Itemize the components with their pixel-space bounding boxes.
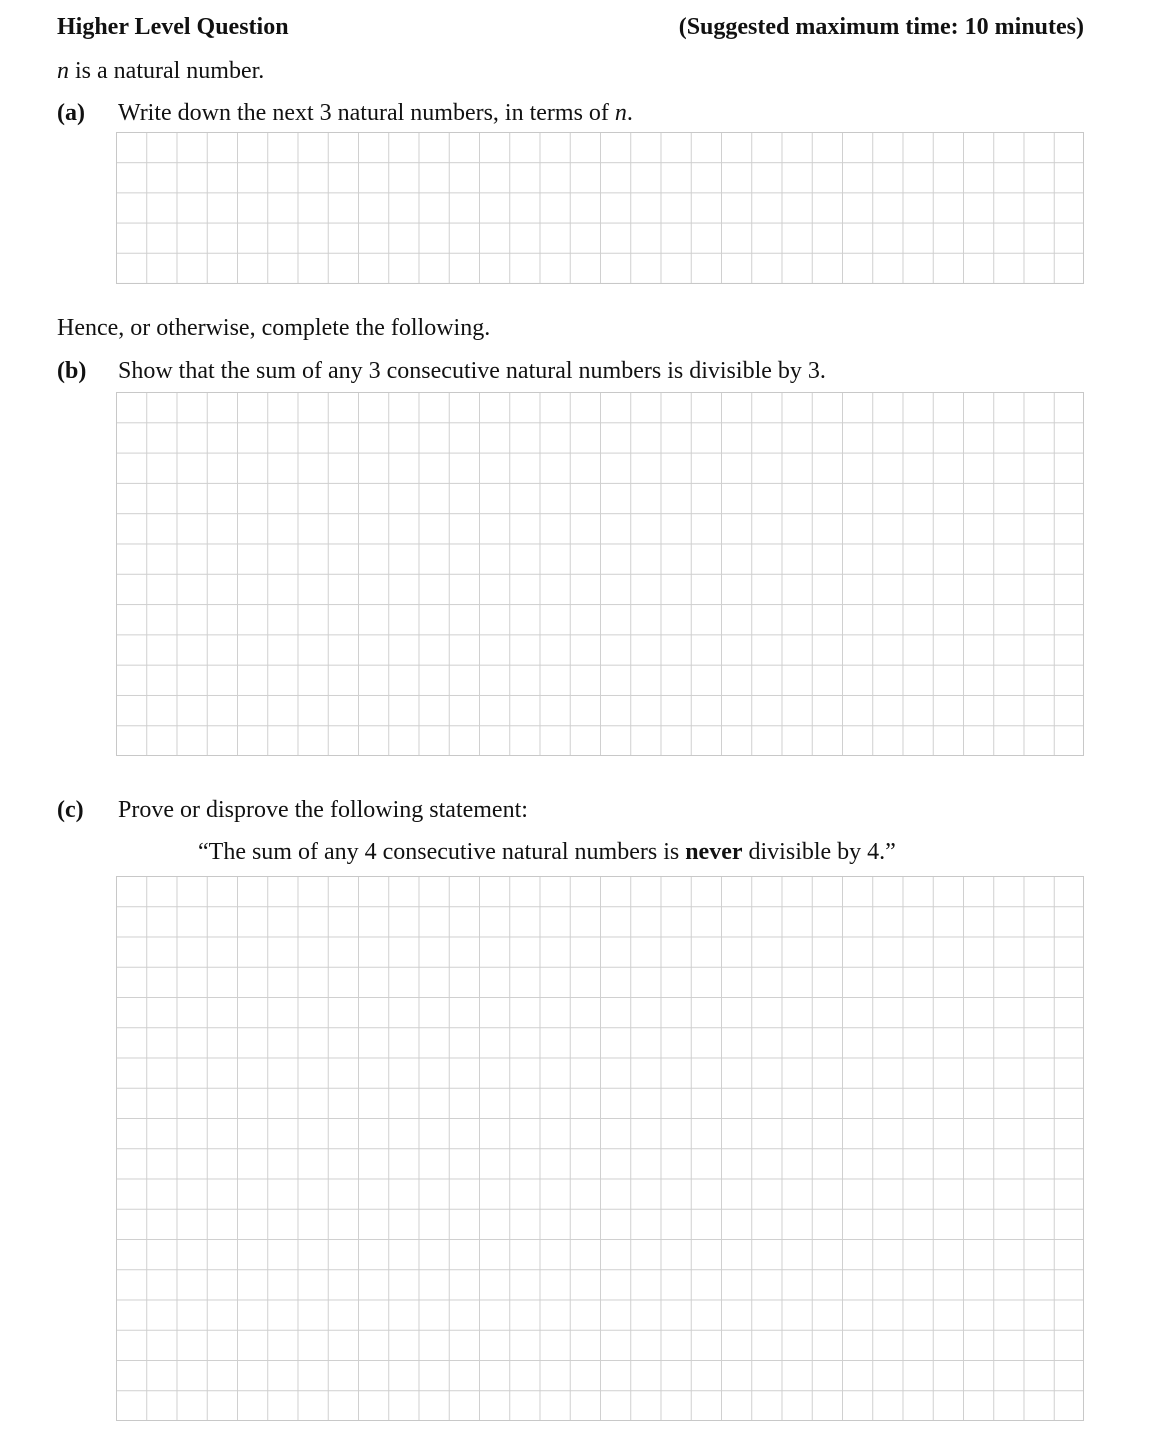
intro-line [57, 58, 264, 85]
part-c-label: (c) [57, 797, 84, 823]
part-b-label: (b) [57, 358, 87, 384]
part-a-variable: n [614, 100, 627, 126]
part-c-line [57, 797, 528, 824]
time-note: (Suggested maximum time: 10 minutes) [678, 14, 1084, 40]
answer-grid-a[interactable] [116, 132, 1084, 284]
part-a-end: . [626, 100, 633, 126]
part-b-text: Show that the sum of any 3 consecutive natural numbers is divisible by 3. [118, 358, 826, 384]
part-c-text: Prove or disprove the following statement: [118, 797, 528, 823]
answer-grid-c[interactable] [116, 876, 1084, 1421]
part-b-line [57, 358, 826, 385]
answer-grid-b[interactable] [116, 392, 1084, 756]
hence-line: Hence, or otherwise, complete the following. [57, 315, 491, 341]
quote-bold: never [685, 839, 743, 865]
variable-n: n [57, 58, 69, 84]
quote-before: “The sum of any 4 consecutive natural numbers is [198, 839, 686, 865]
question-title: Higher Level Question [57, 14, 289, 40]
part-a-text: Write down the next 3 natural numbers, in terms of [118, 100, 615, 126]
part-a-line [57, 100, 633, 127]
intro-text: is a natural number. [69, 58, 265, 84]
part-c-quote [198, 839, 896, 866]
quote-after: divisible by 4.” [742, 839, 896, 865]
part-a-label: (a) [57, 100, 85, 126]
